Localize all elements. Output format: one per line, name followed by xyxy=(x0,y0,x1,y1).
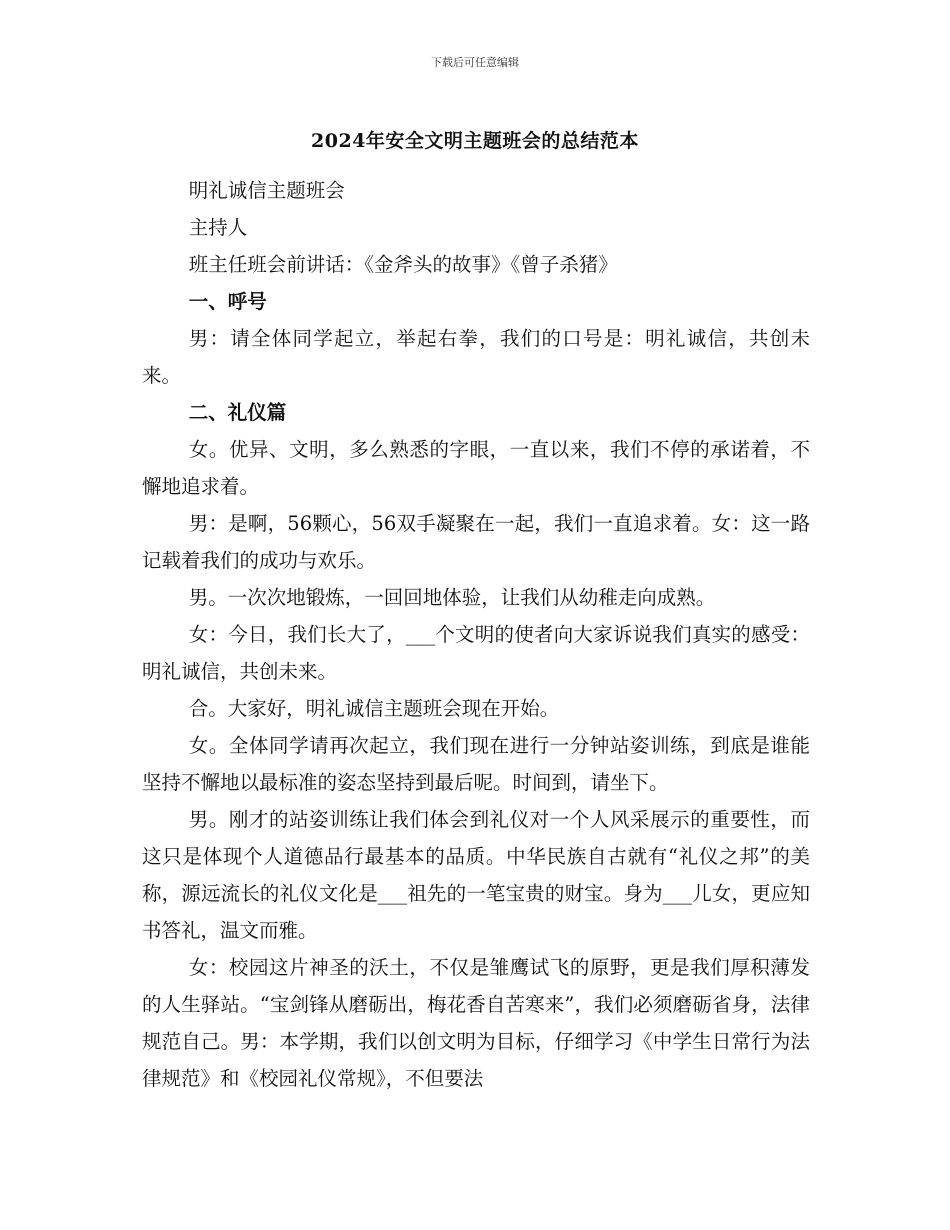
paragraph: 男。一次次地锻炼，一回回地体验，让我们从幼稚走向成熟。 xyxy=(188,586,716,609)
section-heading-etiquette: 二、礼仪篇 xyxy=(188,401,287,424)
document-title: 2024年安全文明主题班会的总结范本 xyxy=(311,130,639,152)
paragraph: 女：校园这片神圣的沃土，不仅是雏鹰试飞的原野，更是我们厚积薄发的人生驿站。“宝剑锋从磨砺出，梅花香自苦寒来”，我们必须磨砺省身，法律规范自己。男：本学期，我们以创文明为目标，仔细学习《中学生日常行为法律规范》和《校园礼仪常规》，不但要法 xyxy=(142,956,810,1090)
paragraph: 女。优异、文明，多么熟悉的字眼，一直以来，我们不停的承诺着，不懈地追求着。 xyxy=(142,438,810,498)
paragraph: 男：请全体同学起立，举起右拳，我们的口号是：明礼诚信，共创未来。 xyxy=(142,327,810,387)
paragraph: 合。大家好，明礼诚信主题班会现在开始。 xyxy=(188,697,560,720)
paragraph: 男。刚才的站姿训练让我们体会到礼仪对一个人风采展示的重要性，而这只是体现个人道德品行最基本的品质。中华民族自古就有“礼仪之邦”的美称，源远流长的礼仪文化是___祖先的一笔宝贵的财宝。身为___儿女，更应知书答礼，温文而雅。 xyxy=(142,808,810,942)
paragraph: 女。全体同学请再次起立，我们现在进行一分钟站姿训练，到底是谁能坚持不懈地以最标准的姿态坚持到最后呢。时间到，请坐下。 xyxy=(142,734,810,794)
page-header-note: 下载后可任意编辑 xyxy=(431,56,519,69)
section-heading-slogan: 一、呼号 xyxy=(188,290,267,313)
paragraph-meeting-name: 明礼诚信主题班会 xyxy=(188,179,345,202)
document-body xyxy=(142,172,810,1097)
paragraph-host: 主持人 xyxy=(188,216,248,239)
paragraph: 女：今日，我们长大了，___个文明的使者向大家诉说我们真实的感受：明礼诚信，共创未来。 xyxy=(142,623,810,683)
paragraph: 男：是啊，56颗心，56双手凝聚在一起，我们一直追求着。女：这一路记载着我们的成功与欢乐。 xyxy=(142,512,810,572)
paragraph-teacher-speech: 班主任班会前讲话：《金斧头的故事》《曾子杀猪》 xyxy=(188,253,618,276)
